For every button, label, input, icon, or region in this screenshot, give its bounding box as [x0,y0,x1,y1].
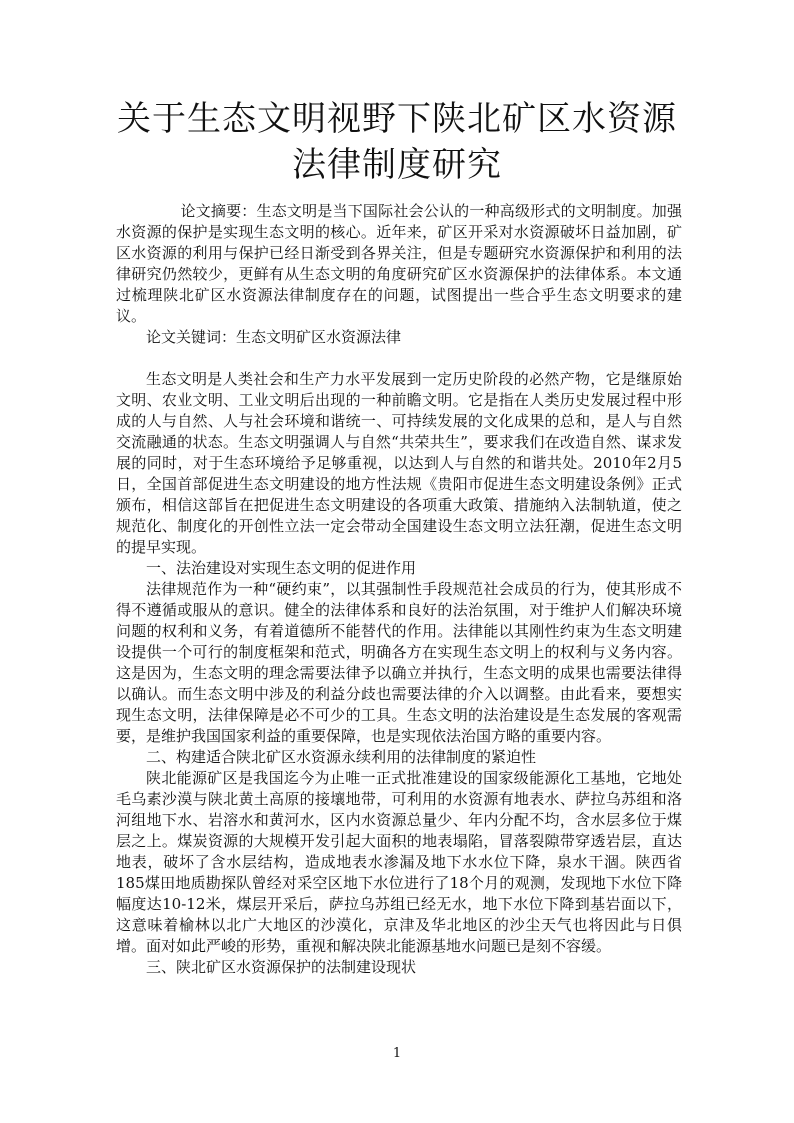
document-title: 关于生态文明视野下陕北矿区水资源法律制度研究 [117,99,677,185]
page-number: 1 [392,1046,402,1061]
body-paragraph: 法律规范作为一种“硬约束”，以其强制性手段规范社会成员的行为，使其形成不得不遵循或服从的意识。健全的法律体系和良好的法治氛围，对于维护人们解决环境问题的权利和义务，有着道德所不能替代的作用。法律能以其刚性约束为生态文明建设提供一个可行的制度框架和范式，明确各方在实现生态文明上的权利与义务内容。这是因为，生态文明的理念需要法律予以确立并执行，生态文明的成果也需要法律得以确认。而生态文明中涉及的利益分歧也需要法律的介入以调整。由此看来，要想实现生态文明，法律保障是必不可少的工具。生态文明的法治建设是生态发展的客观需要，是维护我国国家利益的重要保障，也是实现依法治国方略的重要内容。 [116,580,682,745]
abstract-paragraph: 论文摘要：生态文明是当下国际社会公认的一种高级形式的文明制度。加强水资源的保护是实现生态文明的核心。近年来，矿区开采对水资源破坏日益加剧，矿区水资源的利用与保护已经日渐受到各界关注，但是专题研究水资源保护和利用的法律研究仍然较少，更鲜有从生态文明的角度研究矿区水资源保护的法律体系。本文通过梳理陕北矿区水资源法律制度存在的问题，试图提出一些合乎生态文明要求的建议。 [116,202,682,325]
keywords-line: 论文关键词：生态文明矿区水资源法律 [146,328,402,346]
blank-line [116,348,682,369]
document-body [116,201,682,978]
section-heading: 一、法治建设对实现生态文明的促进作用 [146,559,417,577]
body-paragraph: 生态文明是人类社会和生产力水平发展到一定历史阶段的必然产物，它是继原始文明、农业文明、工业文明后出现的一种前瞻文明。它是指在人类历史发展过程中形成的人与自然、人与社会环境和谐统一、可持续发展的文化成果的总和，是人与自然交流融通的状态。生态文明强调人与自然“共荣共生”，要求我们在改造自然、谋求发展的同时，对于生态环境给予足够重视，以达到人与自然的和谐共处。2010年2月5日，全国首部促进生态文明建设的地方性法规《贵阳市促进生态文明建设条例》正式颁布，相信这部旨在把促进生态文明建设的各项重大政策、措施纳入法制轨道，使之规范化、制度化的开创性立法一定会带动全国建设生态文明立法狂潮，促进生态文明的提早实现。 [116,370,682,556]
section-heading: 二、构建适合陕北矿区水资源永续利用的法律制度的紧迫性 [146,748,537,766]
section-heading: 三、陕北矿区水资源保护的法制建设现状 [146,958,417,976]
body-paragraph: 陕北能源矿区是我国迄今为止唯一正式批准建设的国家级能源化工基地，它地处毛乌素沙漠与陕北黄土高原的接壤地带，可利用的水资源有地表水、萨拉乌苏组和洛河组地下水、岩溶水和黄河水，区内水资源总量少、年内分配不均，含水层多位于煤层之上。煤炭资源的大规模开发引起大面积的地表塌陷，冒落裂隙带穿透岩层，直达地表，破坏了含水层结构，造成地表水渗漏及地下水水位下降，泉水干涸。陕西省185煤田地质勘探队曾经对采空区地下水位进行了18个月的观测，发现地下水位下降幅度达10-12米，煤层开采后，萨拉乌苏组已经无水，地下水位下降到基岩面以下，这意味着榆林以北广大地区的沙漠化，京津及华北地区的沙尘天气也将因此与日俱增。面对如此严峻的形势，重视和解决陕北能源基地水问题已是刻不容缓。 [116,769,682,955]
